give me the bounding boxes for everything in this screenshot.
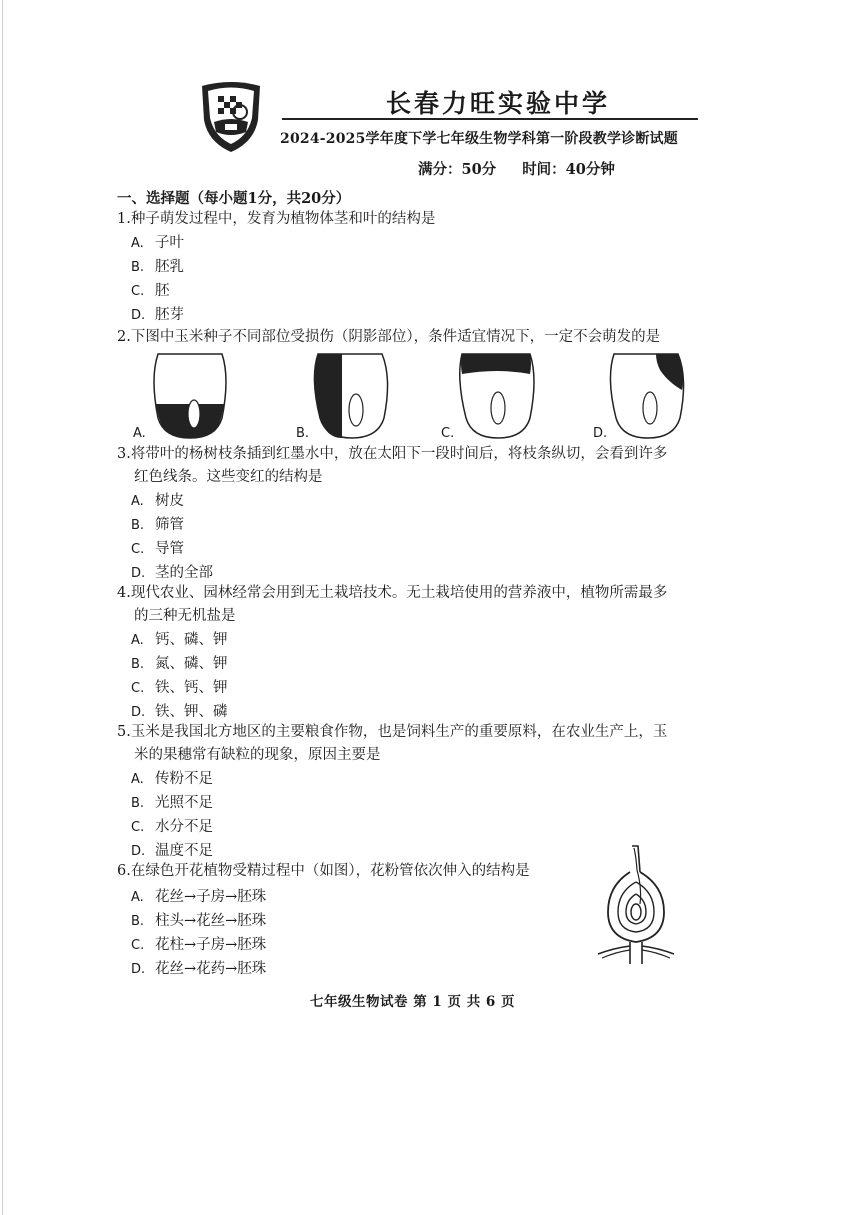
figure-label: D. (593, 426, 608, 441)
option (131, 962, 266, 977)
option-label: D. (131, 308, 146, 323)
option-label: B. (131, 260, 145, 275)
option-label: B. (131, 914, 145, 929)
option-label: C. (131, 284, 145, 299)
option (131, 284, 170, 299)
pistil-figure (590, 842, 680, 968)
option-text: 胚乳 (155, 259, 184, 275)
option-label: C. (131, 820, 145, 835)
option-text: 水分不足 (155, 819, 213, 835)
option-label: A. (131, 633, 144, 648)
option-label: D. (131, 844, 146, 859)
option-text: 花丝→花药→胚珠 (155, 961, 267, 977)
full-score: 满分：50分 (418, 161, 497, 178)
score-time-line (418, 158, 615, 179)
option (131, 705, 228, 720)
option-text: 柱头→花丝→胚珠 (155, 913, 267, 929)
school-name: 长春力旺实验中学 (386, 89, 611, 118)
option-text: 子叶 (155, 235, 184, 251)
question-stem-cont: 红色线条。这些变红的结构是 (134, 469, 323, 485)
option (131, 633, 228, 648)
question-stem: 4.现代农业、园林经常会用到无土栽培技术。无土栽培使用的营养液中，植物所需最多 (117, 585, 668, 601)
option-label: B. (131, 518, 145, 533)
seed-b (314, 354, 387, 438)
option-label: D. (131, 962, 146, 977)
question-stem: 5.玉米是我国北方地区的主要粮食作物，也是饲料生产的重要原料，在农业生产上，玉 (117, 724, 668, 740)
option-label: D. (131, 566, 146, 581)
option (131, 938, 266, 953)
question-stem: 6.在绿色开花植物受精过程中（如图），花粉管依次伸入的结构是 (117, 863, 530, 879)
option-label: A. (131, 890, 144, 905)
option (131, 566, 213, 581)
option-label: A. (131, 236, 144, 251)
figure-label: B. (296, 426, 310, 441)
school-logo-icon (198, 80, 264, 154)
option (131, 820, 213, 835)
option-label: A. (131, 494, 144, 509)
option-label: C. (131, 542, 145, 557)
section-title: 一、选择题（每小题1分，共20分） (117, 190, 351, 207)
option-text: 氮、磷、钾 (155, 656, 228, 672)
option (131, 772, 213, 787)
option-label: C. (131, 681, 145, 696)
option-label: C. (131, 938, 145, 953)
option-text: 导管 (155, 541, 184, 557)
exam-time: 时间：40分钟 (522, 161, 615, 178)
option (131, 494, 184, 509)
option-text: 钙、磷、钾 (155, 632, 228, 648)
option (131, 260, 184, 275)
question-stem: 2.下图中玉米种子不同部位受损伤（阴影部位），条件适宜情况下，一定不会萌发的是 (117, 329, 661, 345)
figure-label: A. (133, 426, 146, 441)
option-text: 铁、钙、钾 (155, 680, 228, 696)
page-footer: 七年级生物试卷 第 1 页 共 6 页 (310, 994, 515, 1010)
question-stem: 1.种子萌发过程中，发育为植物体茎和叶的结构是 (117, 211, 436, 227)
question-stem-cont: 的三种无机盐是 (134, 608, 236, 624)
option-label: B. (131, 657, 145, 672)
option-label: D. (131, 705, 146, 720)
option (131, 844, 213, 859)
option (131, 518, 184, 533)
option (131, 308, 184, 323)
option-text: 温度不足 (155, 843, 213, 859)
question-stem: 3.将带叶的杨树枝条插到红墨水中，放在太阳下一段时间后，将枝条纵切，会看到许多 (117, 446, 668, 462)
option-text: 筛管 (155, 517, 184, 533)
option-text: 花柱→子房→胚珠 (155, 937, 267, 953)
seed-a (154, 354, 226, 438)
option-text: 铁、钾、磷 (155, 704, 228, 720)
seed-c (460, 354, 534, 438)
title-rule (282, 118, 698, 120)
option-text: 传粉不足 (155, 771, 213, 787)
figure-label: C. (441, 426, 455, 441)
option (131, 657, 228, 672)
seed-d (610, 354, 683, 438)
scan-edge (2, 0, 3, 1215)
option-text: 胚芽 (155, 307, 184, 323)
option (131, 236, 184, 251)
option-label: A. (131, 772, 144, 787)
option (131, 890, 266, 905)
option (131, 542, 184, 557)
option (131, 796, 213, 811)
option-label: B. (131, 796, 145, 811)
option-text: 光照不足 (155, 795, 213, 811)
option-text: 花丝→子房→胚珠 (155, 889, 267, 905)
option-text: 茎的全部 (155, 565, 213, 581)
option-text: 树皮 (155, 493, 184, 509)
question-stem-cont: 米的果穗常有缺粒的现象，原因主要是 (134, 747, 381, 763)
option-text: 胚 (155, 283, 170, 299)
option (131, 681, 228, 696)
option (131, 914, 266, 929)
exam-title: 2024-2025学年度下学七年级生物学科第一阶段教学诊断试题 (280, 131, 678, 147)
